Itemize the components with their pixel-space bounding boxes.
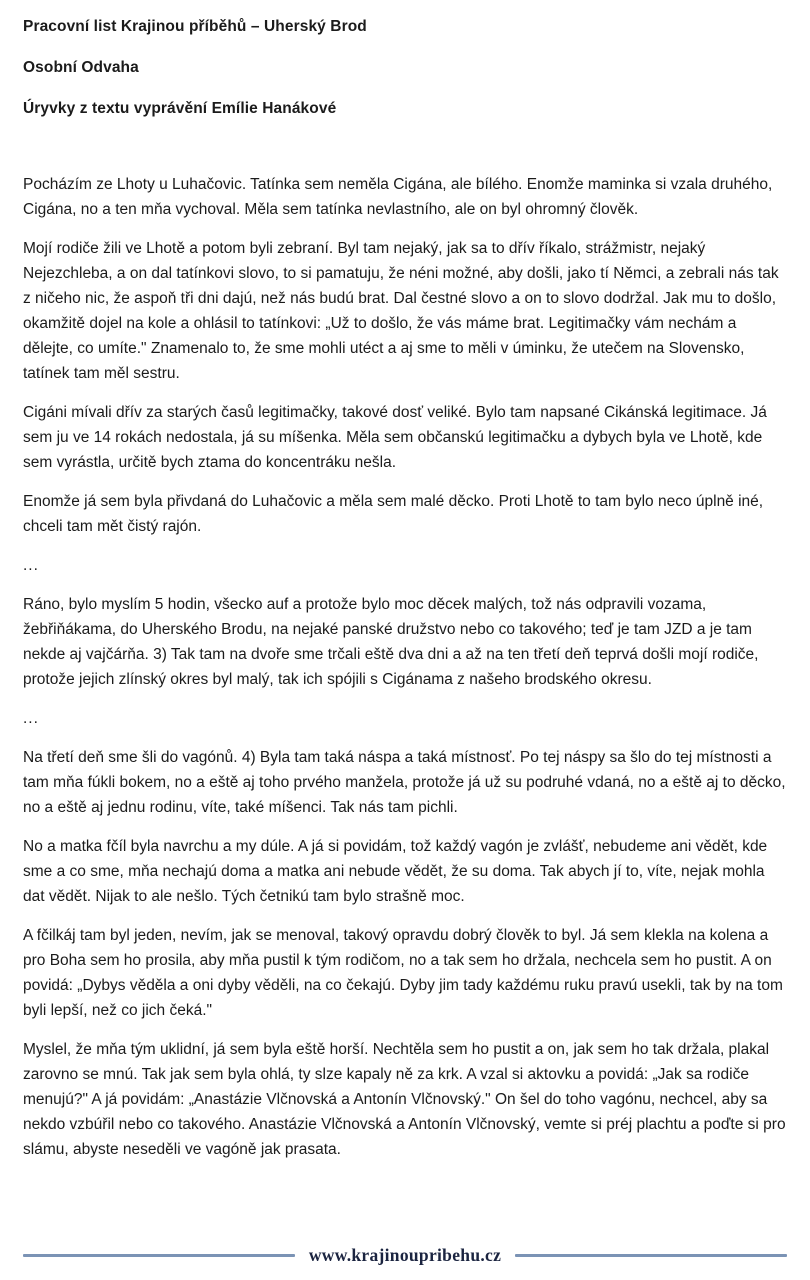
ellipsis-separator: ... xyxy=(23,557,39,574)
footer-url: www.krajinoupribehu.cz xyxy=(308,1245,502,1265)
paragraph: Pocházím ze Lhoty u Luhačovic. Tatínka sem neměla Cigána, ale bílého. Enomže maminka si vzala druhého, Cigána, no a ten mňa vychoval. Měla sem tatínka nevlastního, ale on byl ohromný člověk. xyxy=(23,176,773,218)
paragraph: Mojí rodiče žili ve Lhotě a potom byli zebraní. Byl tam nejaký, jak sa to dřív říkalo, strážmistr, nejaký Nejezchleba, a on dal tatínkovi slovo, to si pamatuju, že néni možné, aby došli, jako tí Němci, a zebrali nás tak z ničeho nic, že aspoň tři dni dajú, než nás budú brat. Dal čestné slovo a on to slovo dodržal. Jak mu to došlo, okamžitě dojel na kole a ohlásil to tatínkovi: „Už to došlo, že vás máme brat. Legitimačky vám nechám a dělejte, co umíte." Znamenalo to, že sme mohli utéct a aj sme to měli v úminku, že utečem na Slovensko, tatínek tam měl sestru. xyxy=(23,240,779,382)
footer-rule-left xyxy=(23,1254,295,1257)
paragraph: Ráno, bylo myslím 5 hodin, všecko auf a protože bylo moc děcek malých, tož nás odpravili vozama, žebřiňákama, do Uherského Brodu, na nejaké panské družstvo nebo co takového; teď je tam JZD a je tam nekde aj vajčárňa. 3) Tak tam na dvoře sme trčali eště dva dni a až na ten třetí deň teprvá došli mojí rodiče, protože jejich zlínský okres byl malý, tak ich spójili s Cigánama z našeho brodského okresu. xyxy=(23,596,759,688)
paragraph: Na třetí deň sme šli do vagónů. 4) Byla tam taká náspa a taká místnosť. Po tej náspy sa šlo do tej místnosti a tam mňa fúkli bokem, no a eště aj toho prvého manžela, protože já už su podruhé vdaná, no a eště aj to děcko, no a eště aj jednu rodinu, víte, také míšenci. Tak nás tam pichli. xyxy=(23,749,786,816)
page-subtitle: Osobní Odvaha xyxy=(23,59,139,76)
footer-rule-right xyxy=(515,1254,787,1257)
paragraph: Cigáni mívali dřív za starých časů legitimačky, takové dosť veliké. Bylo tam napsané Cikánská legitimace. Já sem ju ve 14 rokách nedostala, já su míšenka. Měla sem občanskú legitimačku a dybych byla ve Lhotě, kde sem vyrástla, určitě bych ztama do koncentráku nešla. xyxy=(23,404,767,471)
paragraph: Enomže já sem byla přivdaná do Luhačovic a měla sem malé děcko. Proti Lhotě to tam bylo neco úplně iné, chceli tam mět čistý rajón. xyxy=(23,493,764,535)
ellipsis-separator: ... xyxy=(23,710,39,727)
section-heading: Úryvky z textu vyprávění Emílie Hanákové xyxy=(23,100,337,117)
paragraph: Myslel, že mňa tým uklidní, já sem byla eště horší. Nechtěla sem ho pustit a on, jak sem ho tak držala, plakal zarovno se mnú. Tak jak sem byla ohlá, ty slze kapaly ně za krk. A vzal si aktovku a povidá: „Jak sa rodiče menujú?" A já povidám: „Anastázie Vlčnovská a Antonín Vlčnovský." On šel do toho vagónu, nechcel, aby sa nekdo vzbúřil nebo co takového. Anastázie Vlčnovská a Antonín Vlčnovský, vemte si préj plachtu a poďte si pro slámu, abyste neseděli ve vagóně jak prasata. xyxy=(23,1041,786,1158)
page-footer xyxy=(23,1245,787,1266)
page-title: Pracovní list Krajinou příběhů – Uherský Brod xyxy=(23,18,367,35)
paragraph: A fčilkáj tam byl jeden, nevím, jak se menoval, takový opravdu dobrý člověk to byl. Já sem klekla na kolena a pro Boha sem ho prosila, aby mňa pustil k tým rodičom, no a tak sem ho držala, nechcela sem ho pustit. A on povidá: „Dybys věděla a oni dyby věděli, na co čekajú. Dyby jim tady každému ruku pravú usekli, tak by na tom byli lepší, než co jich čeká." xyxy=(23,927,783,1019)
paragraph: No a matka fčíl byla navrchu a my dúle. A já si povidám, tož každý vagón je zvlášť, nebudeme ani vědět, kde sme a co sme, mňa nechajú doma a matka ani nebude vědět, že su doma. Tak abych jí to, víte, nejak mohla dat vědět. Nijak to ale nešlo. Tých četnikú tam bylo strašně moc. xyxy=(23,838,768,905)
story-text xyxy=(23,172,789,1162)
